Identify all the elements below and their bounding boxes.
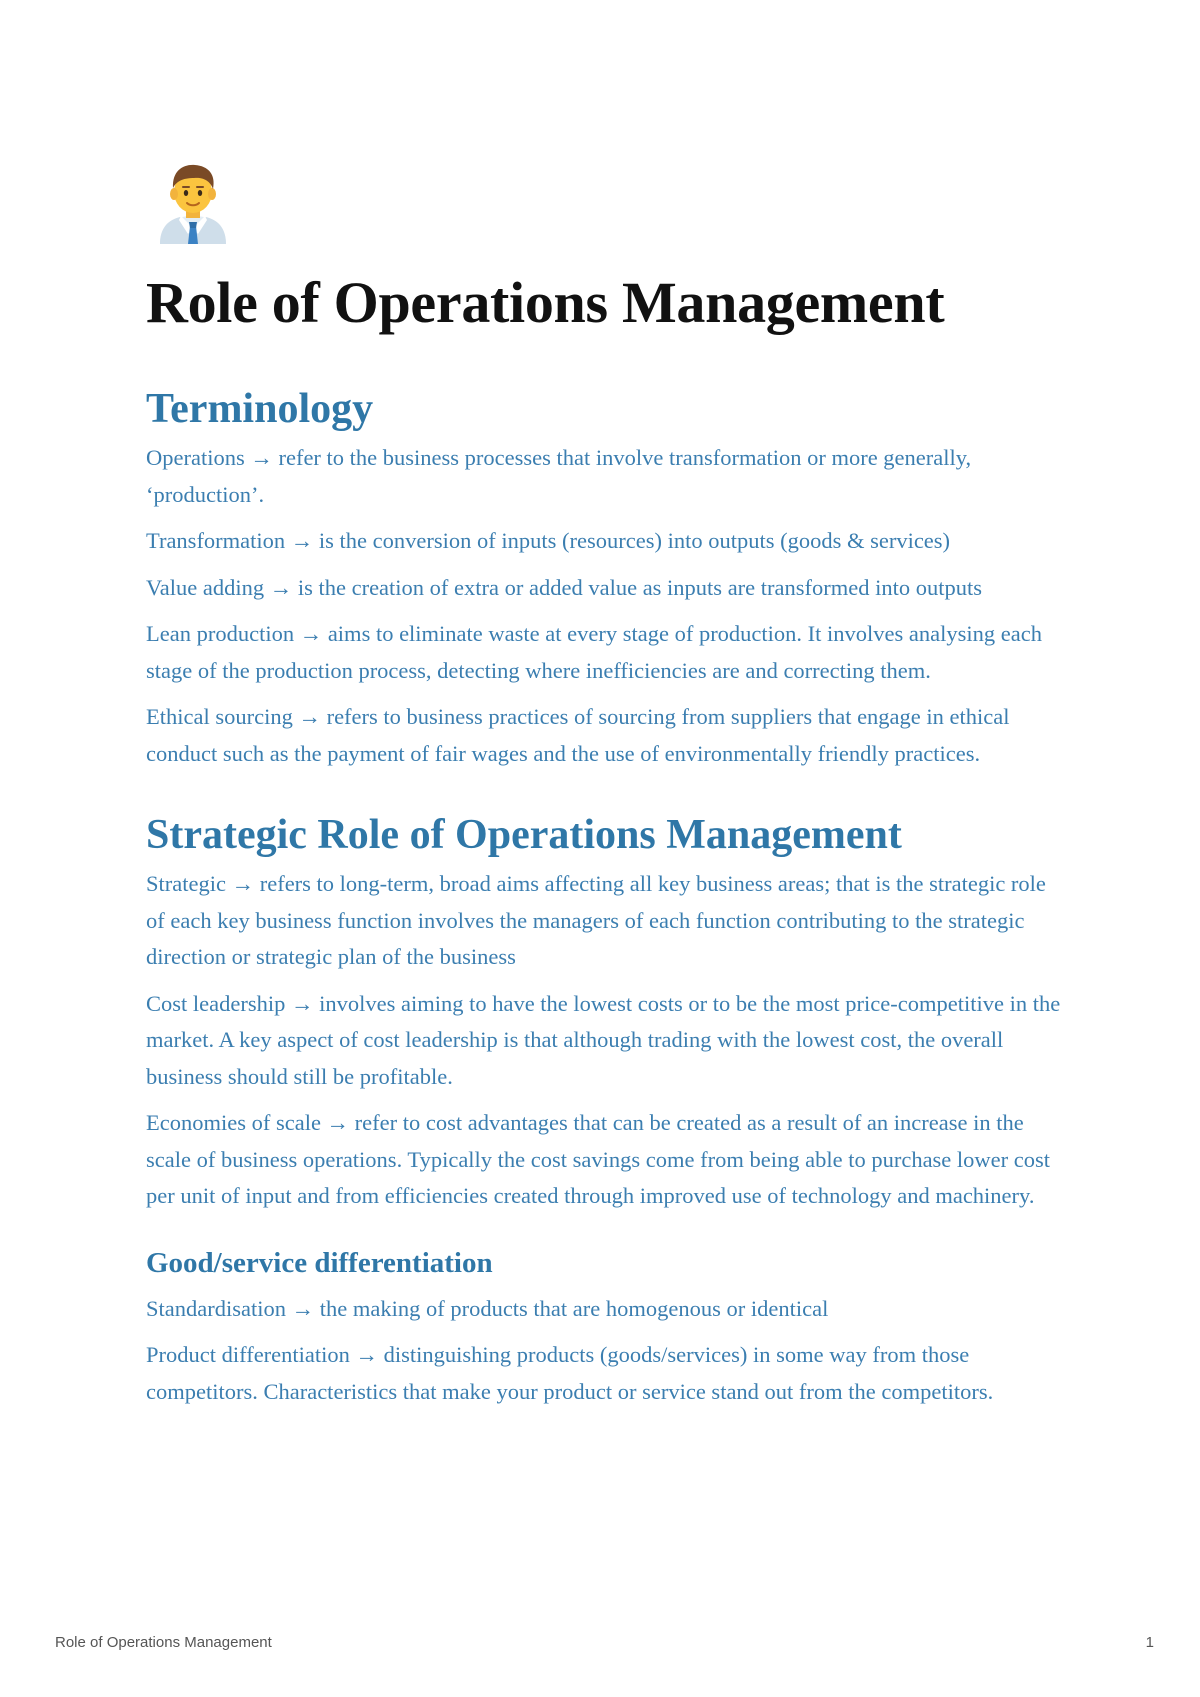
section-heading-strategic-role: Strategic Role of Operations Management (146, 812, 902, 858)
paragraph-standardisation: Standardisation → the making of products that are homogenous or identical (146, 1295, 829, 1321)
section-heading-differentiation: Good/service differentiation (146, 1246, 493, 1279)
document-page (146, 158, 1066, 1410)
footer-document-title: Role of Operations Management (55, 1634, 272, 1651)
paragraph-cost-leadership: Cost leadership → involves aiming to have the lowest costs or to be the most price-competitive in the market. A key aspect of cost leadership is that although trading with the lowest cost, the overall business should still be profitable. (146, 990, 1061, 1089)
section-heading-terminology: Terminology (146, 386, 374, 432)
paragraph-economies-of-scale: Economies of scale → refer to cost advantages that can be created as a result of an increase in the scale of business operations. Typically the cost savings come from being able to purchase lower cost per unit of input and from efficiencies created through improved use of technology and machinery. (146, 1110, 1051, 1208)
paragraph-operations: Operations → refer to the business processes that involve transformation or more generally, ‘production’. (146, 445, 972, 507)
paragraph-value-adding: Value adding → is the creation of extra or added value as inputs are transformed into outputs (146, 574, 983, 600)
footer-page-number: 1 (1145, 1634, 1154, 1651)
paragraph-strategic: Strategic → refers to long-term, broad aims affecting all key business areas; that is the strategic role of each key business function involves the managers of each function contributing to the strategic direction or strategic plan of the business (146, 871, 1046, 969)
page-title: Role of Operations Management (146, 270, 945, 335)
office-worker-emoji-icon (150, 158, 236, 244)
paragraph-lean-production: Lean production → aims to eliminate waste at every stage of production. It involves analysing each stage of the production process, detecting where inefficiencies are and correcting them. (146, 621, 1042, 683)
paragraph-ethical-sourcing: Ethical sourcing → refers to business practices of sourcing from suppliers that engage in ethical conduct such as the payment of fair wages and the use of environmentally friendly practices. (146, 704, 1010, 766)
paragraph-transformation: Transformation → is the conversion of inputs (resources) into outputs (goods & services) (146, 528, 951, 553)
paragraph-product-differentiation: Product differentiation → distinguishing products (goods/services) in some way from those competitors. Characteristics that make your product or service stand out from the competitors. (146, 1342, 994, 1404)
